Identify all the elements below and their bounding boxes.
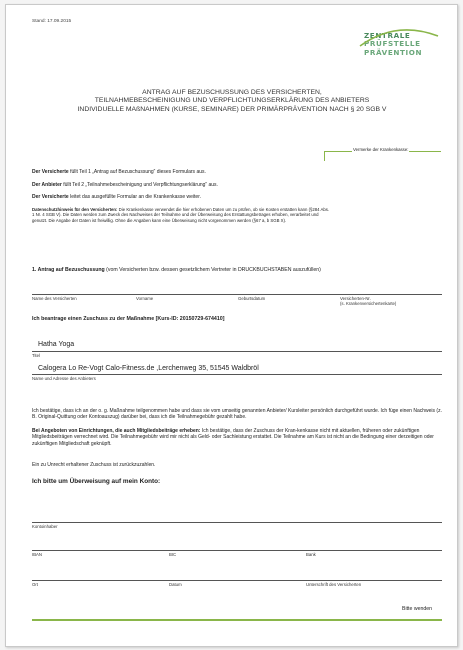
instruction-1-bold: Der Versicherte <box>32 169 69 175</box>
vermerke-label: Vermerke der Krankenkasse: <box>353 147 409 152</box>
kontoinhaber-label: Kontoinhaber <box>32 524 58 529</box>
bic-label: BIC <box>169 552 177 557</box>
title-line-3: INDIVIDUELLE MAßNAHMEN (KURSE, SEMINARE) DER PRIMÄRPRÄVENTION NACH § 20 SGB V <box>77 105 387 113</box>
bank-label: Bank <box>306 552 316 557</box>
instruction-1-text: füllt Teil 1 „Antrag auf Bezuschussung“ dieses Formulars aus. <box>68 169 206 175</box>
mitgliedsbeitraege-text <box>32 428 442 447</box>
ueberweisung-heading: Ich bitte um Überweisung auf mein Konto: <box>32 478 161 485</box>
vermerke-corner <box>324 151 325 161</box>
title-line-2: TEILNAHMEBESCHEINIGUNG UND VERPFLICHTUNGSERKLÄRUNG DES ANBIETERS <box>94 97 370 105</box>
instruction-2 <box>32 182 322 188</box>
section-1-title: 1. Antrag auf Bezuschussung <box>32 267 105 273</box>
anbieter-label: Name und Adresse des Anbieters <box>32 376 96 381</box>
name-label: Name des Versicherten <box>32 296 77 301</box>
kurs-titel-label: Titel <box>32 353 40 358</box>
zuschuss-request: Ich beantrage einen Zuschuss zu der Maßnahme [Kurs-ID: 20150729-674410] <box>32 316 225 322</box>
signature-line[interactable] <box>32 580 442 581</box>
versnr-label: Versicherten-Nr. <box>340 296 371 301</box>
instruction-3 <box>32 194 322 200</box>
kurs-titel-line[interactable] <box>32 351 442 352</box>
logo-line-1: ZENTRALE <box>364 31 411 40</box>
datenschutz-bold: Datenschutzhinweis für den Versicherten: <box>32 207 118 212</box>
geburtsdatum-label: Geburtsdatum <box>238 296 266 301</box>
bank-line[interactable] <box>32 550 442 551</box>
section-1-heading <box>32 267 432 273</box>
form-page <box>5 4 458 647</box>
bitte-wenden: Bitte wenden <box>402 606 432 612</box>
unterschrift-label: Unterschrift des Versicherten <box>306 582 362 587</box>
ort-label: Ort <box>32 582 38 587</box>
footer-green-line <box>32 619 442 621</box>
instruction-2-text: füllt Teil 2 „Teilnahmebescheinigung und Verpflichtungserklärung“ aus. <box>61 182 218 188</box>
section-1-subtitle: (vom Versicherten bzw. dessen gesetzlichem Vertreter in DRUCKBUCHSTABEN auszufüllen) <box>104 267 321 273</box>
instruction-2-bold: Der Anbieter <box>32 182 62 188</box>
iban-label: IBAN <box>32 552 43 557</box>
datenschutz-text: Die Krankenkasse verwendet die hier erhobenen Daten um zu prüfen, ob sie Kosten erstatten kann (§284 Abs. 1 Nr. 4 SGB V). Die Daten werden zum Zweck des Nachweises der Teilnahme und der Überweisung des Erstattungsbetrages erhoben, verarbeitet und genutzt. Die Angabe der Daten ist freiwillig. Ohne die Angaben kann eine Überweisung nicht vorgenommen werden (§67 a, b SGB X). <box>32 207 330 223</box>
datenschutz-note <box>32 207 332 223</box>
stand-date: Stand: 17.09.2015 <box>32 19 72 24</box>
logo-arc-icon <box>356 26 442 62</box>
versnr-sublabel: (s. Krankenversichertenkarte) <box>340 301 397 306</box>
anbieter-value: Calogera Lo Re-Vogt Calo-Fitness.de ,Lerchenweg 35, 51545 Waldbröl <box>38 365 259 372</box>
anbieter-line[interactable] <box>32 374 442 375</box>
logo-line-3: PRÄVENTION <box>364 47 423 57</box>
rueckzahlung-note: Ein zu Unrecht erhaltener Zuschuss ist zurückzuzahlen. <box>32 462 156 468</box>
mitgliedsbeitraege-bold: Bei Angeboten von Einrichtungen, die auch Mitgliedsbeiträge erheben: <box>32 428 201 434</box>
instruction-3-text: leitet das ausgefüllte Formular an die Krankenkasse weiter. <box>68 194 201 200</box>
instruction-1 <box>32 169 322 175</box>
datum-label: Datum <box>169 582 182 587</box>
vorname-label: Vorname <box>136 296 154 301</box>
logo-line-2: PRÜFSTELLE <box>364 39 421 49</box>
kurs-titel-value: Hatha Yoga <box>38 341 75 348</box>
form-title <box>46 89 418 114</box>
zpp-logo <box>364 32 422 57</box>
title-line-1: ANTRAG AUF BEZUSCHUSSUNG DES VERSICHERTEN, <box>142 89 322 96</box>
instruction-3-bold: Der Versicherte <box>32 194 69 200</box>
versicherter-line[interactable] <box>32 294 442 295</box>
bestaetigung-text: Ich bestätige, dass ich an der o. g. Maßnahme teilgenommen habe und dass sie vom umseitig genannten Anbieter/ Kursleiter persönlich durchgeführt wurde. Ich füge einen Nachweis (z. B. Original-Quittung oder Kontoauszug) darüber bei, dass ich die Teilnahmegebühr gezahlt habe. <box>32 408 442 421</box>
mitgliedsbeitraege-rest: Ich bestätige, dass der Zuschuss der Kran-kenkasse nicht mit aktuellen, früheren oder zukünftigen Mitgliedsbeiträgen verrechnet wird. Die Teilnahmegebühr wird mir nicht als Geld- oder Sachleistung erstattet. Die Teilnahme am Kurs ist nicht an die Bedingung einer derzeitigen oder zukünftigen Mitgliedschaft geknüpft. <box>32 428 434 447</box>
kontoinhaber-line[interactable] <box>32 522 442 523</box>
